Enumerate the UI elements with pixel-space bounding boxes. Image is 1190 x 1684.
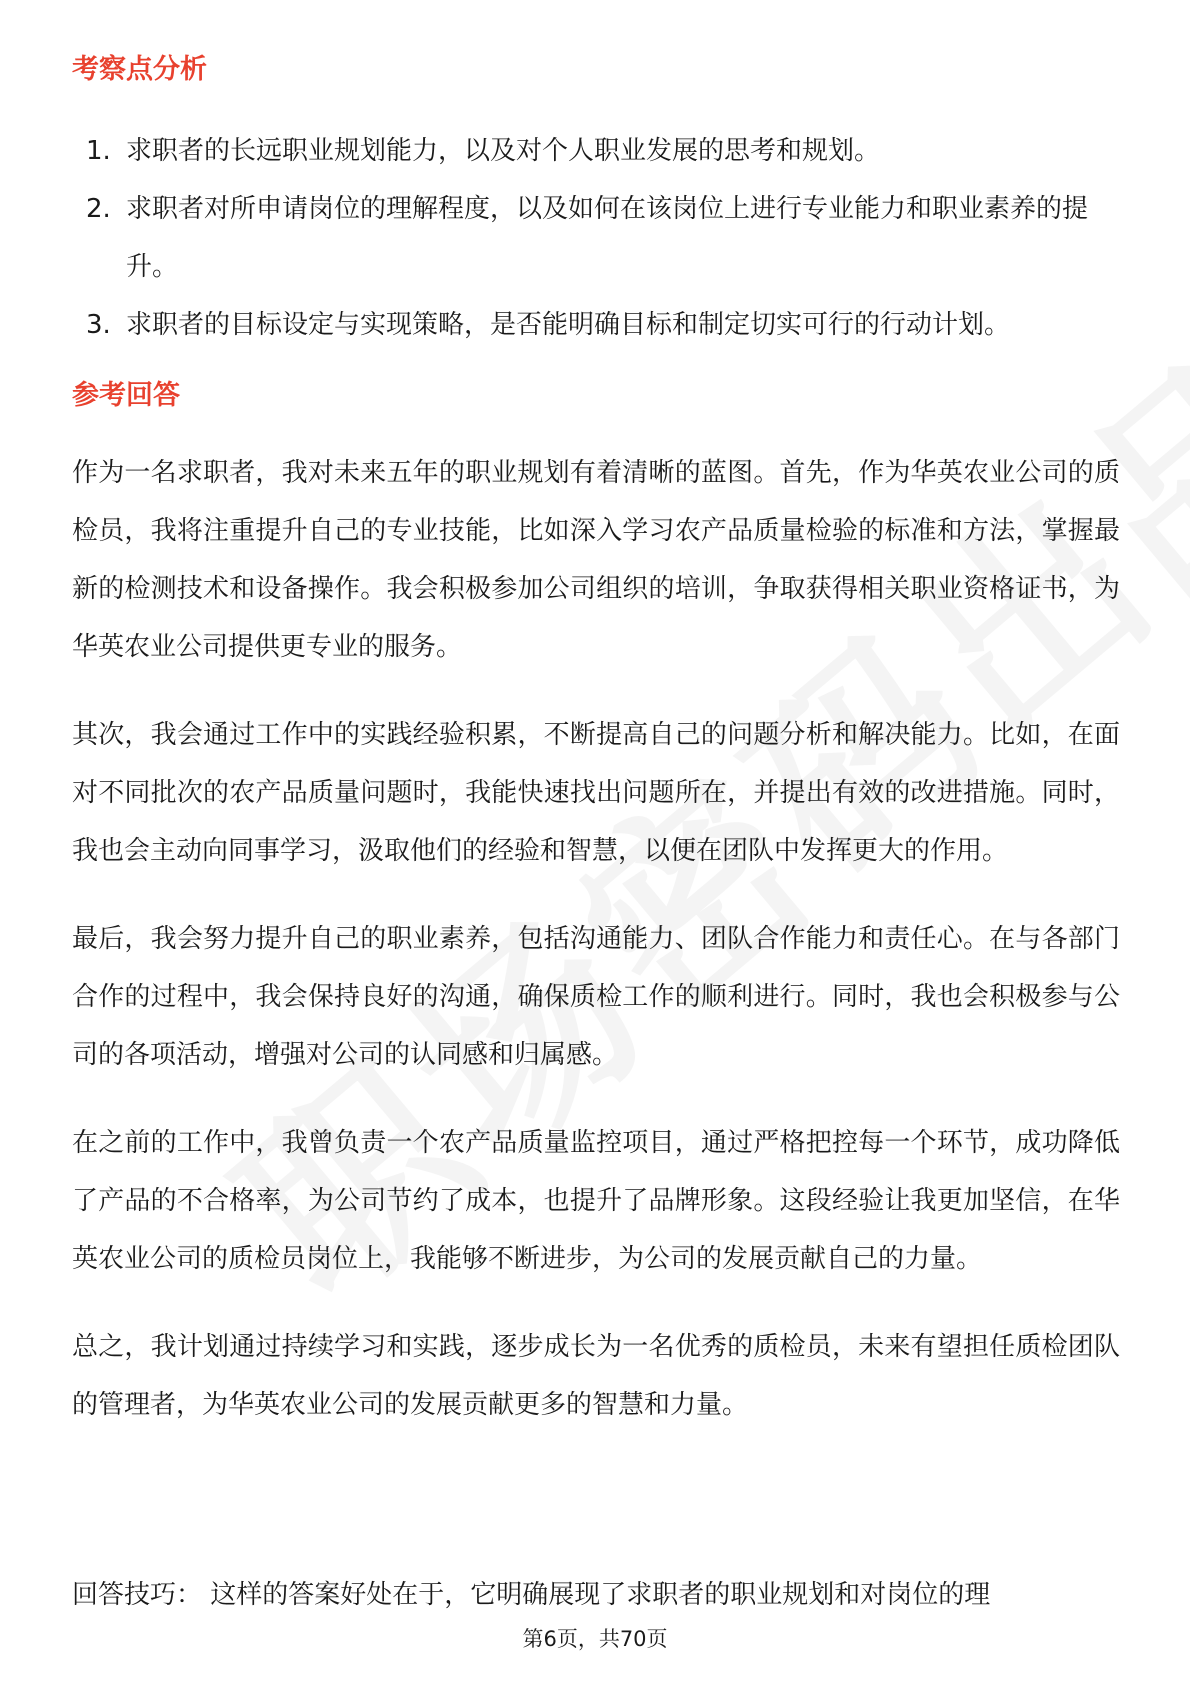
section-title-analysis: 考察点分析 [72, 54, 207, 85]
list-item-text: 求职者对所申请岗位的理解程度，以及如何在该岗位上进行专业能力和职业素养的提升。 [126, 194, 1089, 282]
list-item-number: 2. [86, 194, 111, 224]
list-item-text: 求职者的长远职业规划能力，以及对个人职业发展的思考和规划。 [126, 136, 881, 166]
page-number: 第6页，共70页 [522, 1627, 668, 1651]
list-item-text: 求职者的目标设定与实现策略，是否能明确目标和制定切实可行的行动计划。 [126, 310, 1011, 340]
answer-paragraph: 其次，我会通过工作中的实践经验积累，不断提高自己的问题分析和解决能力。比如，在面对不同批次的农产品质量问题时，我能快速找出问题所在，并提出有效的改进措施。同时，我也会主动向同事学习，汲取他们的经验和智慧，以便在团队中发挥更大的作用。 [72, 720, 1120, 866]
answer-paragraph: 最后，我会努力提升自己的职业素养，包括沟通能力、团队合作能力和责任心。在与各部门合作的过程中，我会保持良好的沟通，确保质检工作的顺利进行。同时，我也会积极参与公司的各项活动，增强对公司的认同感和归属感。 [72, 924, 1120, 1070]
answer-paragraph: 总之，我计划通过持续学习和实践，逐步成长为一名优秀的质检员，未来有望担任质检团队的管理者，为华英农业公司的发展贡献更多的智慧和力量。 [72, 1332, 1120, 1420]
list-item-number: 3. [86, 310, 111, 340]
list-item [72, 122, 1122, 180]
answer-paragraph: 在之前的工作中，我曾负责一个农产品质量监控项目，通过严格把控每一个环节，成功降低了产品的不合格率，为公司节约了成本，也提升了品牌形象。这段经验让我更加坚信，在华英农业公司的质检员岗位上，我能够不断进步，为公司的发展贡献自己的力量。 [72, 1128, 1120, 1274]
answer-tip: 回答技巧： 这样的答案好处在于，它明确展现了求职者的职业规划和对岗位的理 [72, 1580, 991, 1610]
section-title-answer: 参考回答 [72, 380, 180, 411]
list-item-number: 1. [86, 136, 111, 166]
answer-body [72, 444, 1120, 1464]
list-item [72, 180, 1122, 296]
analysis-list [72, 122, 1122, 354]
answer-paragraph: 作为一名求职者，我对未来五年的职业规划有着清晰的蓝图。首先，作为华英农业公司的质检员，我将注重提升自己的专业技能，比如深入学习农产品质量检验的标准和方法，掌握最新的检测技术和设备操作。我会积极参加公司组织的培训，争取获得相关职业资格证书，为华英农业公司提供更专业的服务。 [72, 458, 1120, 662]
list-item [72, 296, 1122, 354]
